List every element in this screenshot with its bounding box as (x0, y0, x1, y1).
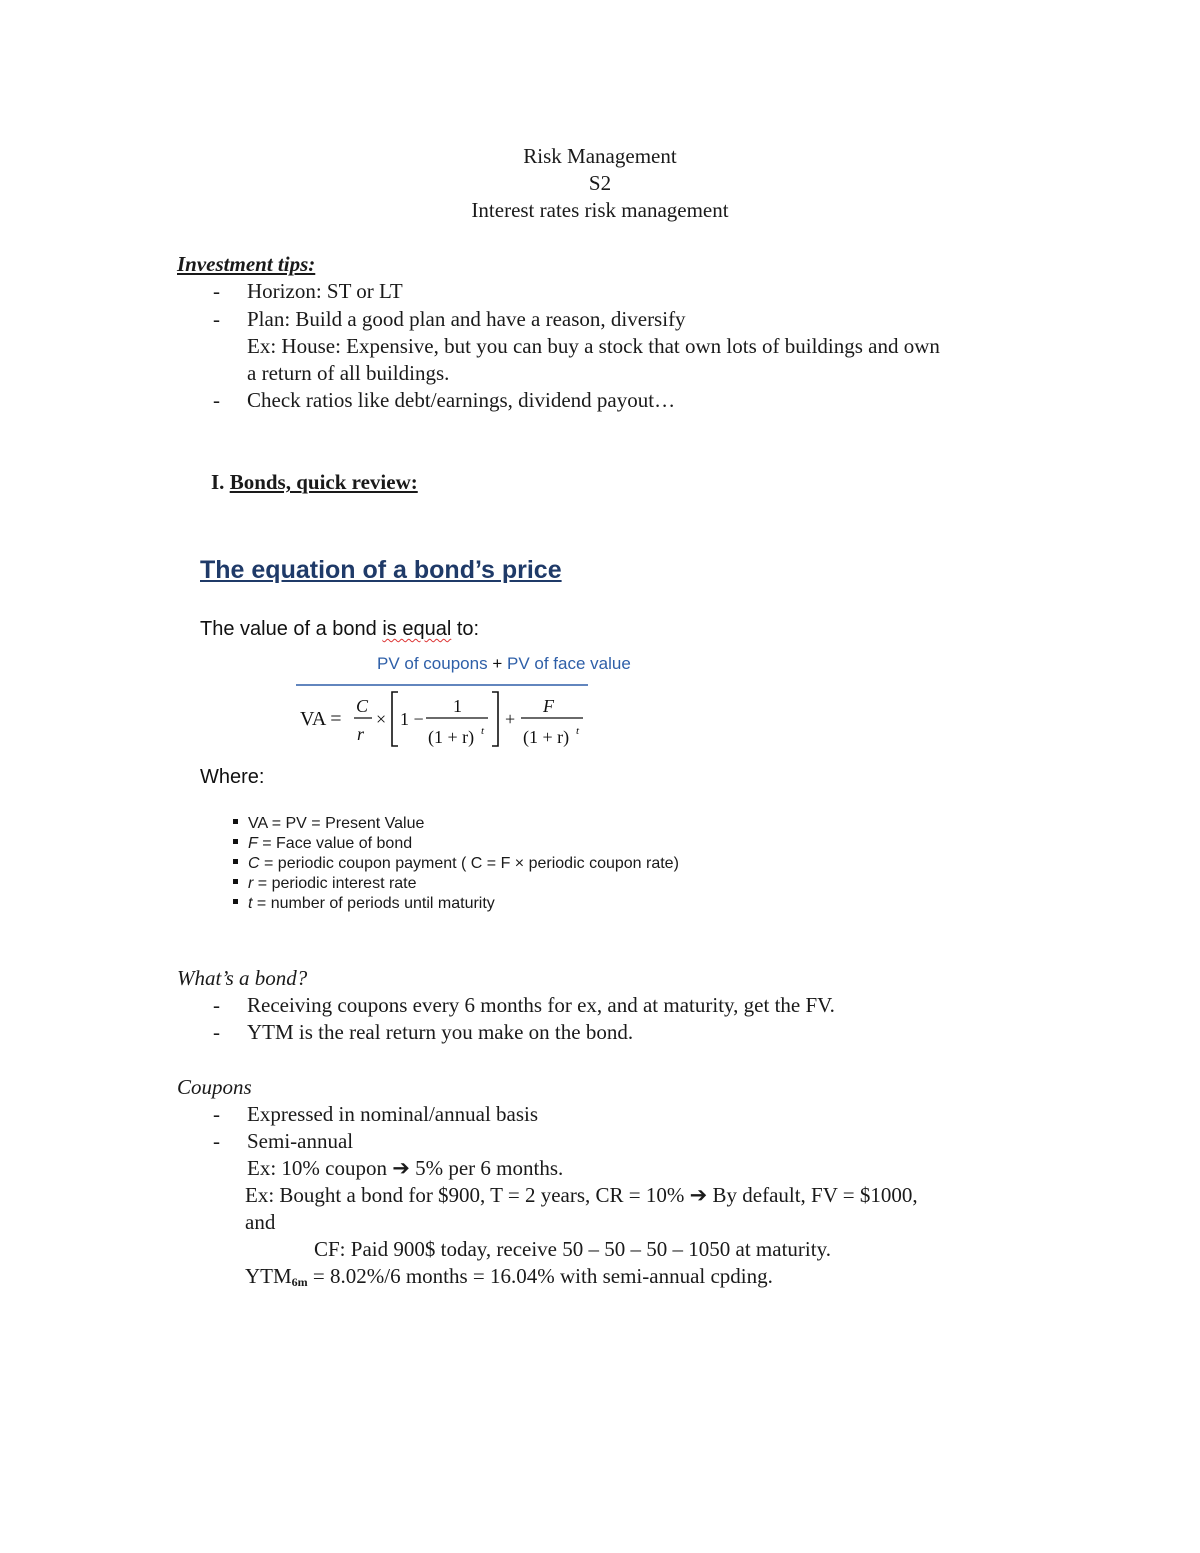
definition-item (233, 814, 424, 834)
definition-text: = number of periods until maturity (252, 895, 495, 912)
formula-r: r (357, 724, 365, 744)
slide-intro-flagged: is equal (382, 618, 452, 640)
definition-text: = periodic interest rate (253, 875, 417, 892)
formula-exponent: t (576, 725, 580, 737)
ytm-subscript: 6m (291, 1275, 308, 1289)
list-dash: - (213, 1129, 220, 1153)
right-bracket (492, 692, 498, 746)
pv-label (377, 654, 631, 674)
list-item: Expressed in nominal/annual basis (247, 1102, 539, 1126)
section-heading (211, 469, 418, 496)
definition-text: = periodic coupon payment ( C = F × periodic coupon rate) (259, 855, 679, 872)
formula-times: × (376, 709, 387, 729)
pv-coupons-label: PV of coupons (377, 654, 488, 673)
definition-symbol: C (248, 855, 260, 872)
example-line-continued: and (245, 1210, 276, 1234)
formula-one-minus: 1 − (400, 709, 424, 729)
pv-plus: + (492, 654, 503, 673)
example-line (245, 1182, 918, 1209)
section-title: Bonds, quick review: (229, 470, 418, 494)
cashflow-line: CF: Paid 900$ today, receive 50 – 50 – 50 – 1050 at maturity. (314, 1237, 831, 1261)
square-bullet-icon (233, 879, 238, 884)
list-dash: - (213, 388, 220, 412)
list-dash: - (213, 279, 220, 303)
list-item: Semi-annual (247, 1129, 354, 1153)
right-arrow-icon: ➔ (392, 1156, 410, 1180)
pv-face-label: PV of face value (506, 654, 631, 673)
formula-exponent: t (481, 725, 485, 737)
formula-plus: + (505, 709, 516, 729)
list-dash: - (213, 1102, 220, 1126)
example-text: By default, FV = $1000, (707, 1183, 918, 1207)
definition-symbol: F (248, 835, 258, 852)
definition-item (233, 854, 679, 874)
formula-lhs: VA = (300, 708, 342, 730)
definition-item (233, 874, 417, 894)
example-text: Ex: 10% coupon (247, 1156, 393, 1180)
ytm-label: YTM (245, 1264, 292, 1288)
doc-session: S2 (588, 171, 612, 195)
square-bullet-icon (233, 859, 238, 864)
list-dash: - (213, 993, 220, 1017)
formula-denominator: (1 + r) (523, 727, 570, 747)
whats-bond-heading: What’s a bond? (177, 966, 308, 990)
definition-item (233, 894, 495, 914)
square-bullet-icon (233, 839, 238, 844)
square-bullet-icon (233, 899, 238, 904)
list-item-continued: Ex: House: Expensive, but you can buy a stock that own lots of buildings and own (247, 334, 940, 358)
list-item: Receiving coupons every 6 months for ex, and at maturity, get the FV. (247, 993, 835, 1017)
slide-title: The equation of a bond’s price (200, 556, 562, 584)
list-item: Plan: Build a good plan and have a reason, diversify (247, 307, 686, 331)
slide-intro (200, 618, 479, 641)
definition-symbol: t (248, 895, 253, 912)
definition-symbol: r (248, 875, 254, 892)
list-item: YTM is the real return you make on the bond. (247, 1020, 634, 1044)
bond-price-formula (290, 680, 600, 752)
example-text: Ex: Bought a bond for $900, T = 2 years, CR = 10% (245, 1183, 690, 1207)
list-item: Horizon: ST or LT (247, 279, 403, 303)
ytm-line (245, 1263, 773, 1296)
doc-subtitle: Interest rates risk management (471, 198, 729, 222)
formula-f: F (543, 696, 554, 716)
formula-one: 1 (453, 696, 462, 716)
formula-c: C (356, 696, 369, 716)
definition-text: = Face value of bond (257, 835, 413, 852)
list-dash: - (213, 307, 220, 331)
where-label: Where: (200, 766, 265, 788)
doc-title: Risk Management (523, 144, 677, 168)
formula-denominator: (1 + r) (428, 727, 475, 747)
slide-intro-text: The value of a bond (200, 618, 383, 640)
square-bullet-icon (233, 819, 238, 824)
right-arrow-icon: ➔ (689, 1183, 708, 1207)
definition-item (233, 834, 412, 854)
left-bracket (392, 692, 398, 746)
section-numeral: I. (211, 470, 225, 494)
example-line (247, 1155, 563, 1182)
investment-heading: Investment tips: (177, 252, 316, 276)
list-dash: - (213, 1020, 220, 1044)
slide-intro-text: to: (451, 618, 480, 640)
list-item-continued: a return of all buildings. (247, 361, 450, 385)
list-item: Check ratios like debt/earnings, dividend payout… (247, 388, 676, 412)
definition-text: VA = PV = Present Value (248, 815, 425, 832)
coupons-heading: Coupons (177, 1075, 252, 1099)
ytm-text: = 8.02%/6 months = 16.04% with semi-annual cpding. (307, 1264, 773, 1288)
example-text: 5% per 6 months. (409, 1156, 564, 1180)
